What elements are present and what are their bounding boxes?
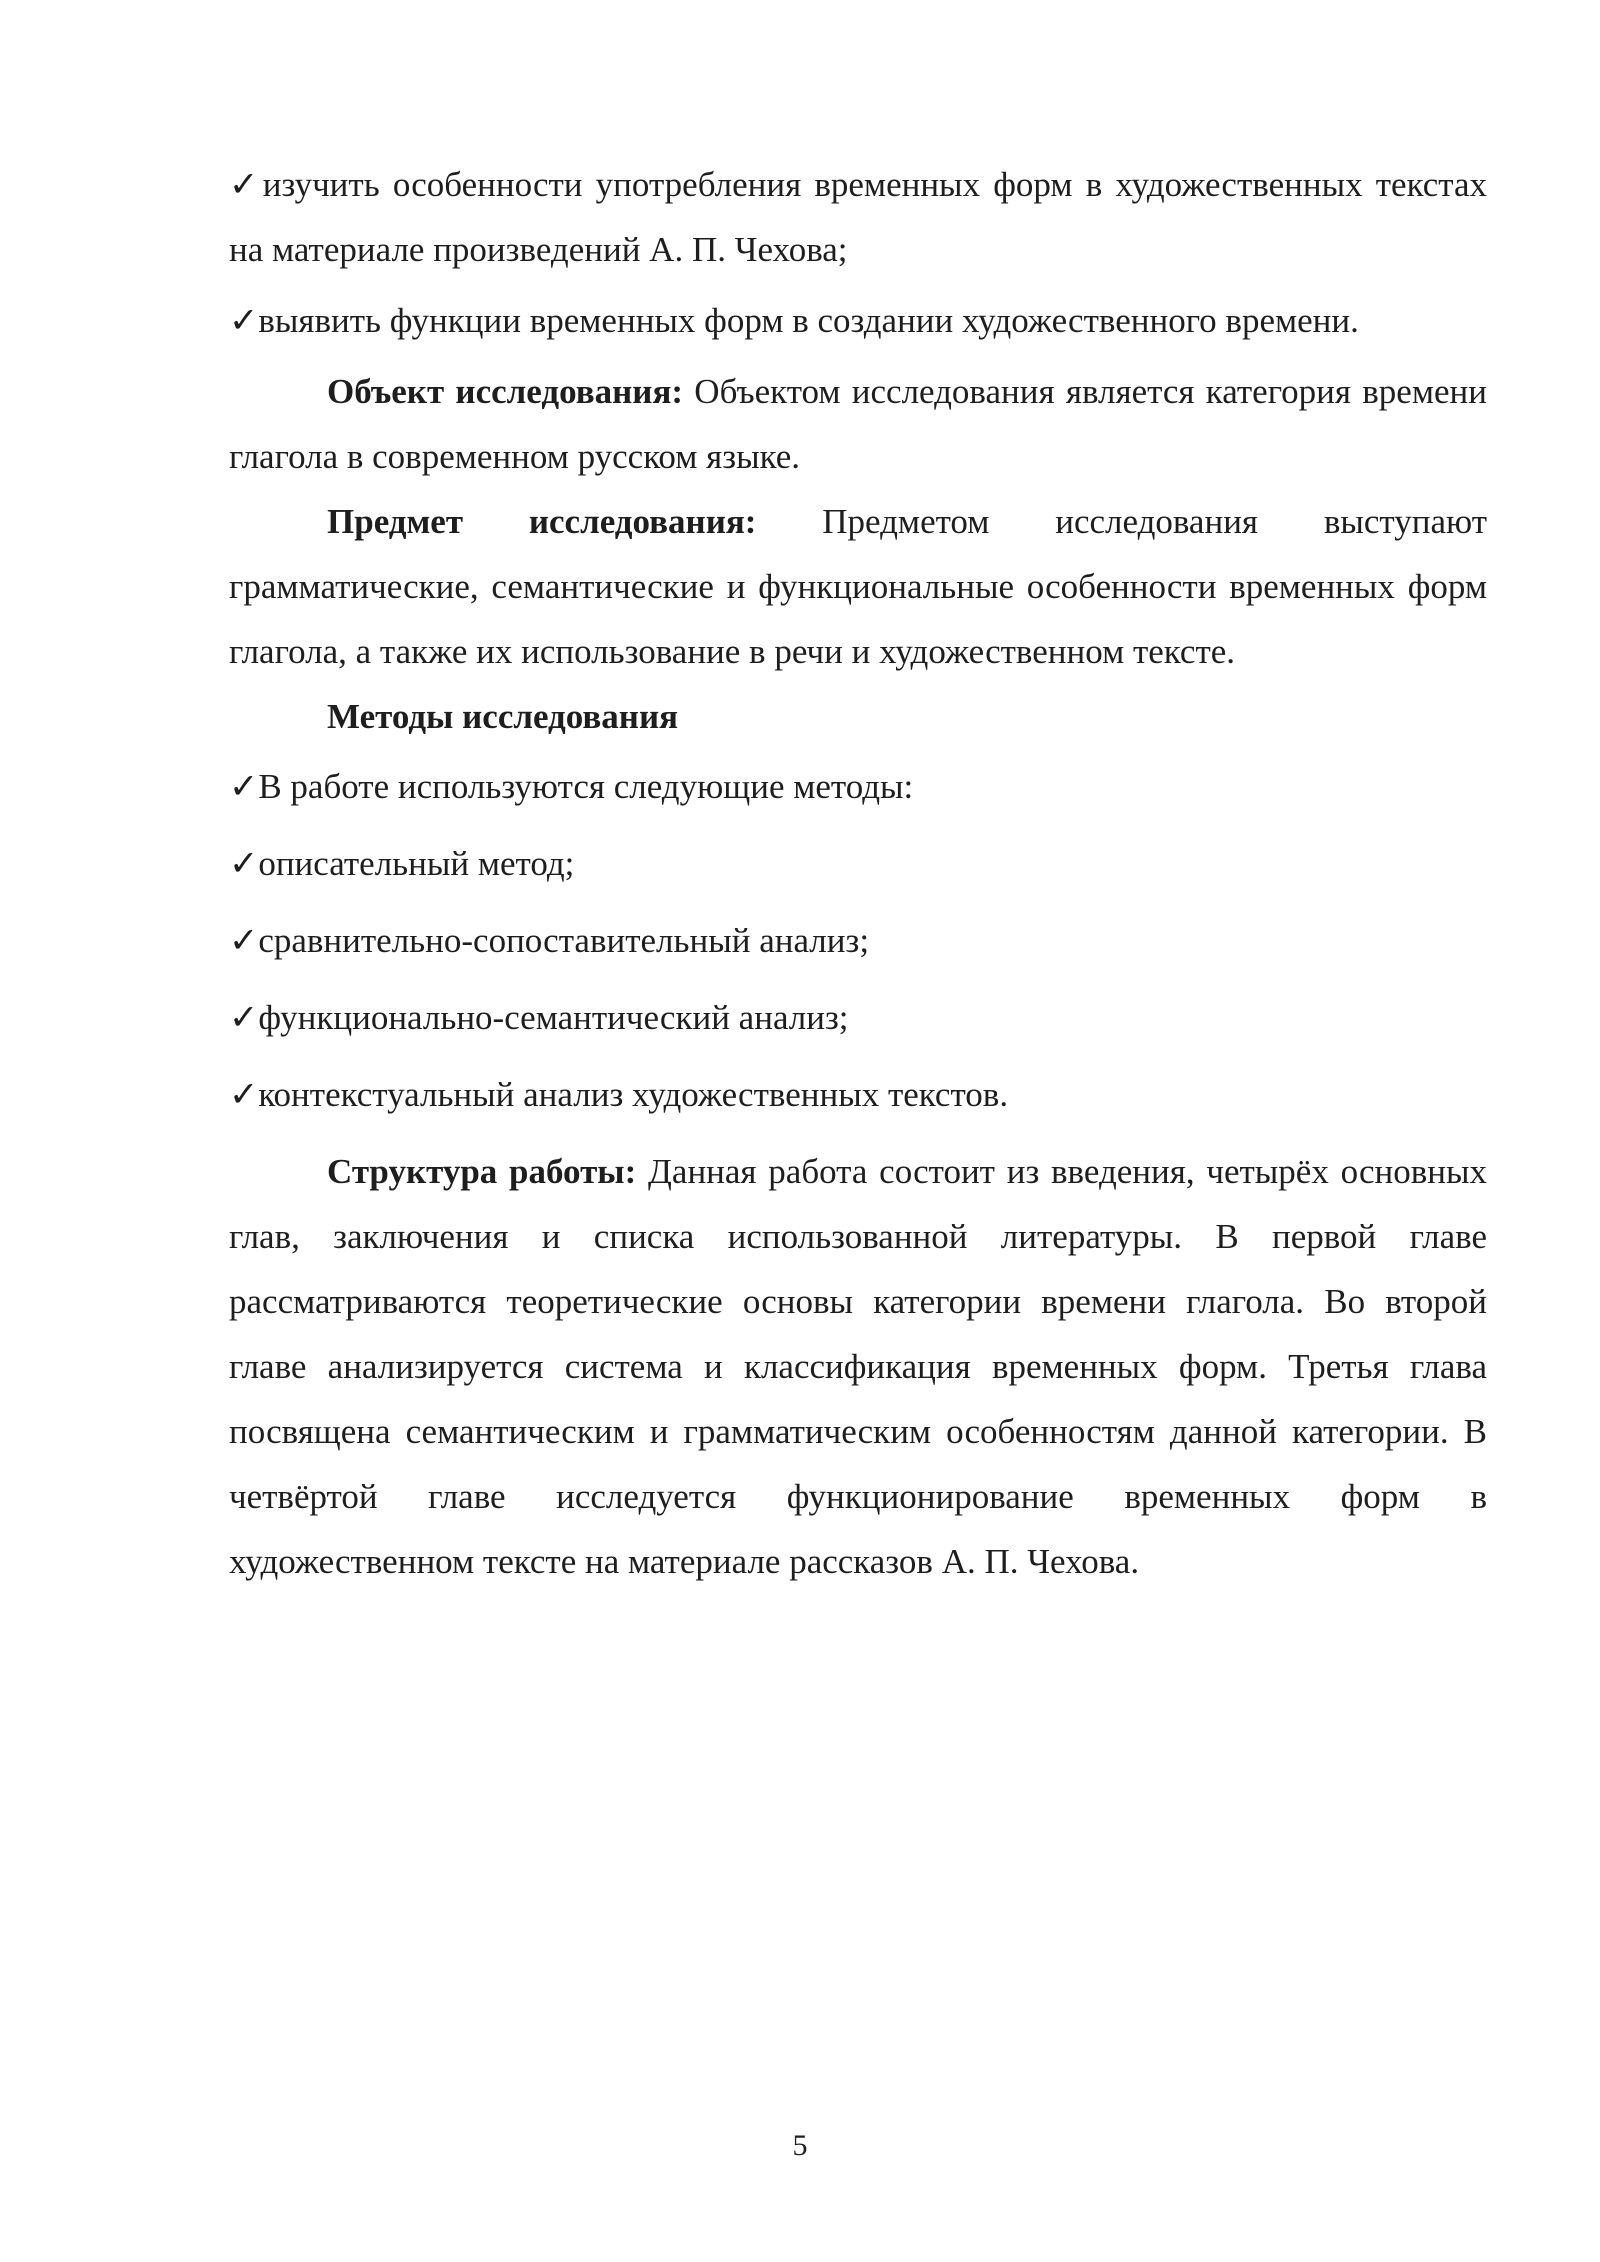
page-number: 5	[792, 2129, 808, 2162]
method-item-4	[229, 985, 1487, 1050]
task-item-2	[229, 288, 1487, 353]
task-text: выявить функции временных форм в создании художественного времени.	[258, 301, 1359, 340]
method-item-5	[229, 1062, 1487, 1127]
method-text: сравнительно-сопоставительный анализ;	[258, 921, 870, 960]
method-text: В работе используются следующие методы:	[258, 767, 914, 806]
object-paragraph	[229, 359, 1487, 489]
method-item-1	[229, 754, 1487, 819]
method-text: контекстуальный анализ художественных текстов.	[258, 1075, 1009, 1114]
checkmark-icon: ✓	[229, 767, 259, 806]
method-text: описательный метод;	[258, 844, 575, 883]
task-item-1	[229, 152, 1487, 282]
checkmark-icon: ✓	[229, 165, 263, 204]
structure-text: Данная работа состоит из введения, четырёх основных глав, заключения и списка использованной литературы. В первой главе рассматриваются теоретические основы категории времени глагола. Во второй главе анализируется система и классификация временных форм. Третья глава посвящена семантическим и грамматическим особенностям данной категории. В четвёртой главе исследуется функционирование временных форм в художественном тексте на материале рассказов А. П. Чехова.	[229, 1152, 1487, 1581]
checkmark-icon: ✓	[229, 301, 259, 340]
checkmark-icon: ✓	[229, 844, 259, 883]
method-text: функционально-семантический анализ;	[258, 998, 849, 1037]
structure-label: Структура работы:	[327, 1152, 637, 1191]
object-label: Объект исследования:	[327, 372, 684, 411]
methods-heading: Методы исследования	[327, 697, 679, 736]
checkmark-icon: ✓	[229, 998, 259, 1037]
object-text: Объектом исследования является категория времени глагола в современном русском языке.	[229, 372, 1487, 476]
page-body	[229, 152, 1487, 1594]
method-item-2	[229, 831, 1487, 896]
checkmark-icon: ✓	[229, 921, 259, 960]
task-text: изучить особенности употребления временных форм в художественных текстах на материале произведений А. П. Чехова;	[229, 165, 1487, 269]
method-item-3	[229, 908, 1487, 973]
subject-label: Предмет исследования:	[327, 502, 757, 541]
checkmark-icon: ✓	[229, 1075, 259, 1114]
structure-paragraph	[229, 1139, 1487, 1594]
subject-paragraph	[229, 489, 1487, 684]
subject-text: Предметом исследования выступают грамматические, семантические и функциональные особенности временных форм глагола, а также их использование в речи и художественном тексте.	[229, 502, 1487, 671]
